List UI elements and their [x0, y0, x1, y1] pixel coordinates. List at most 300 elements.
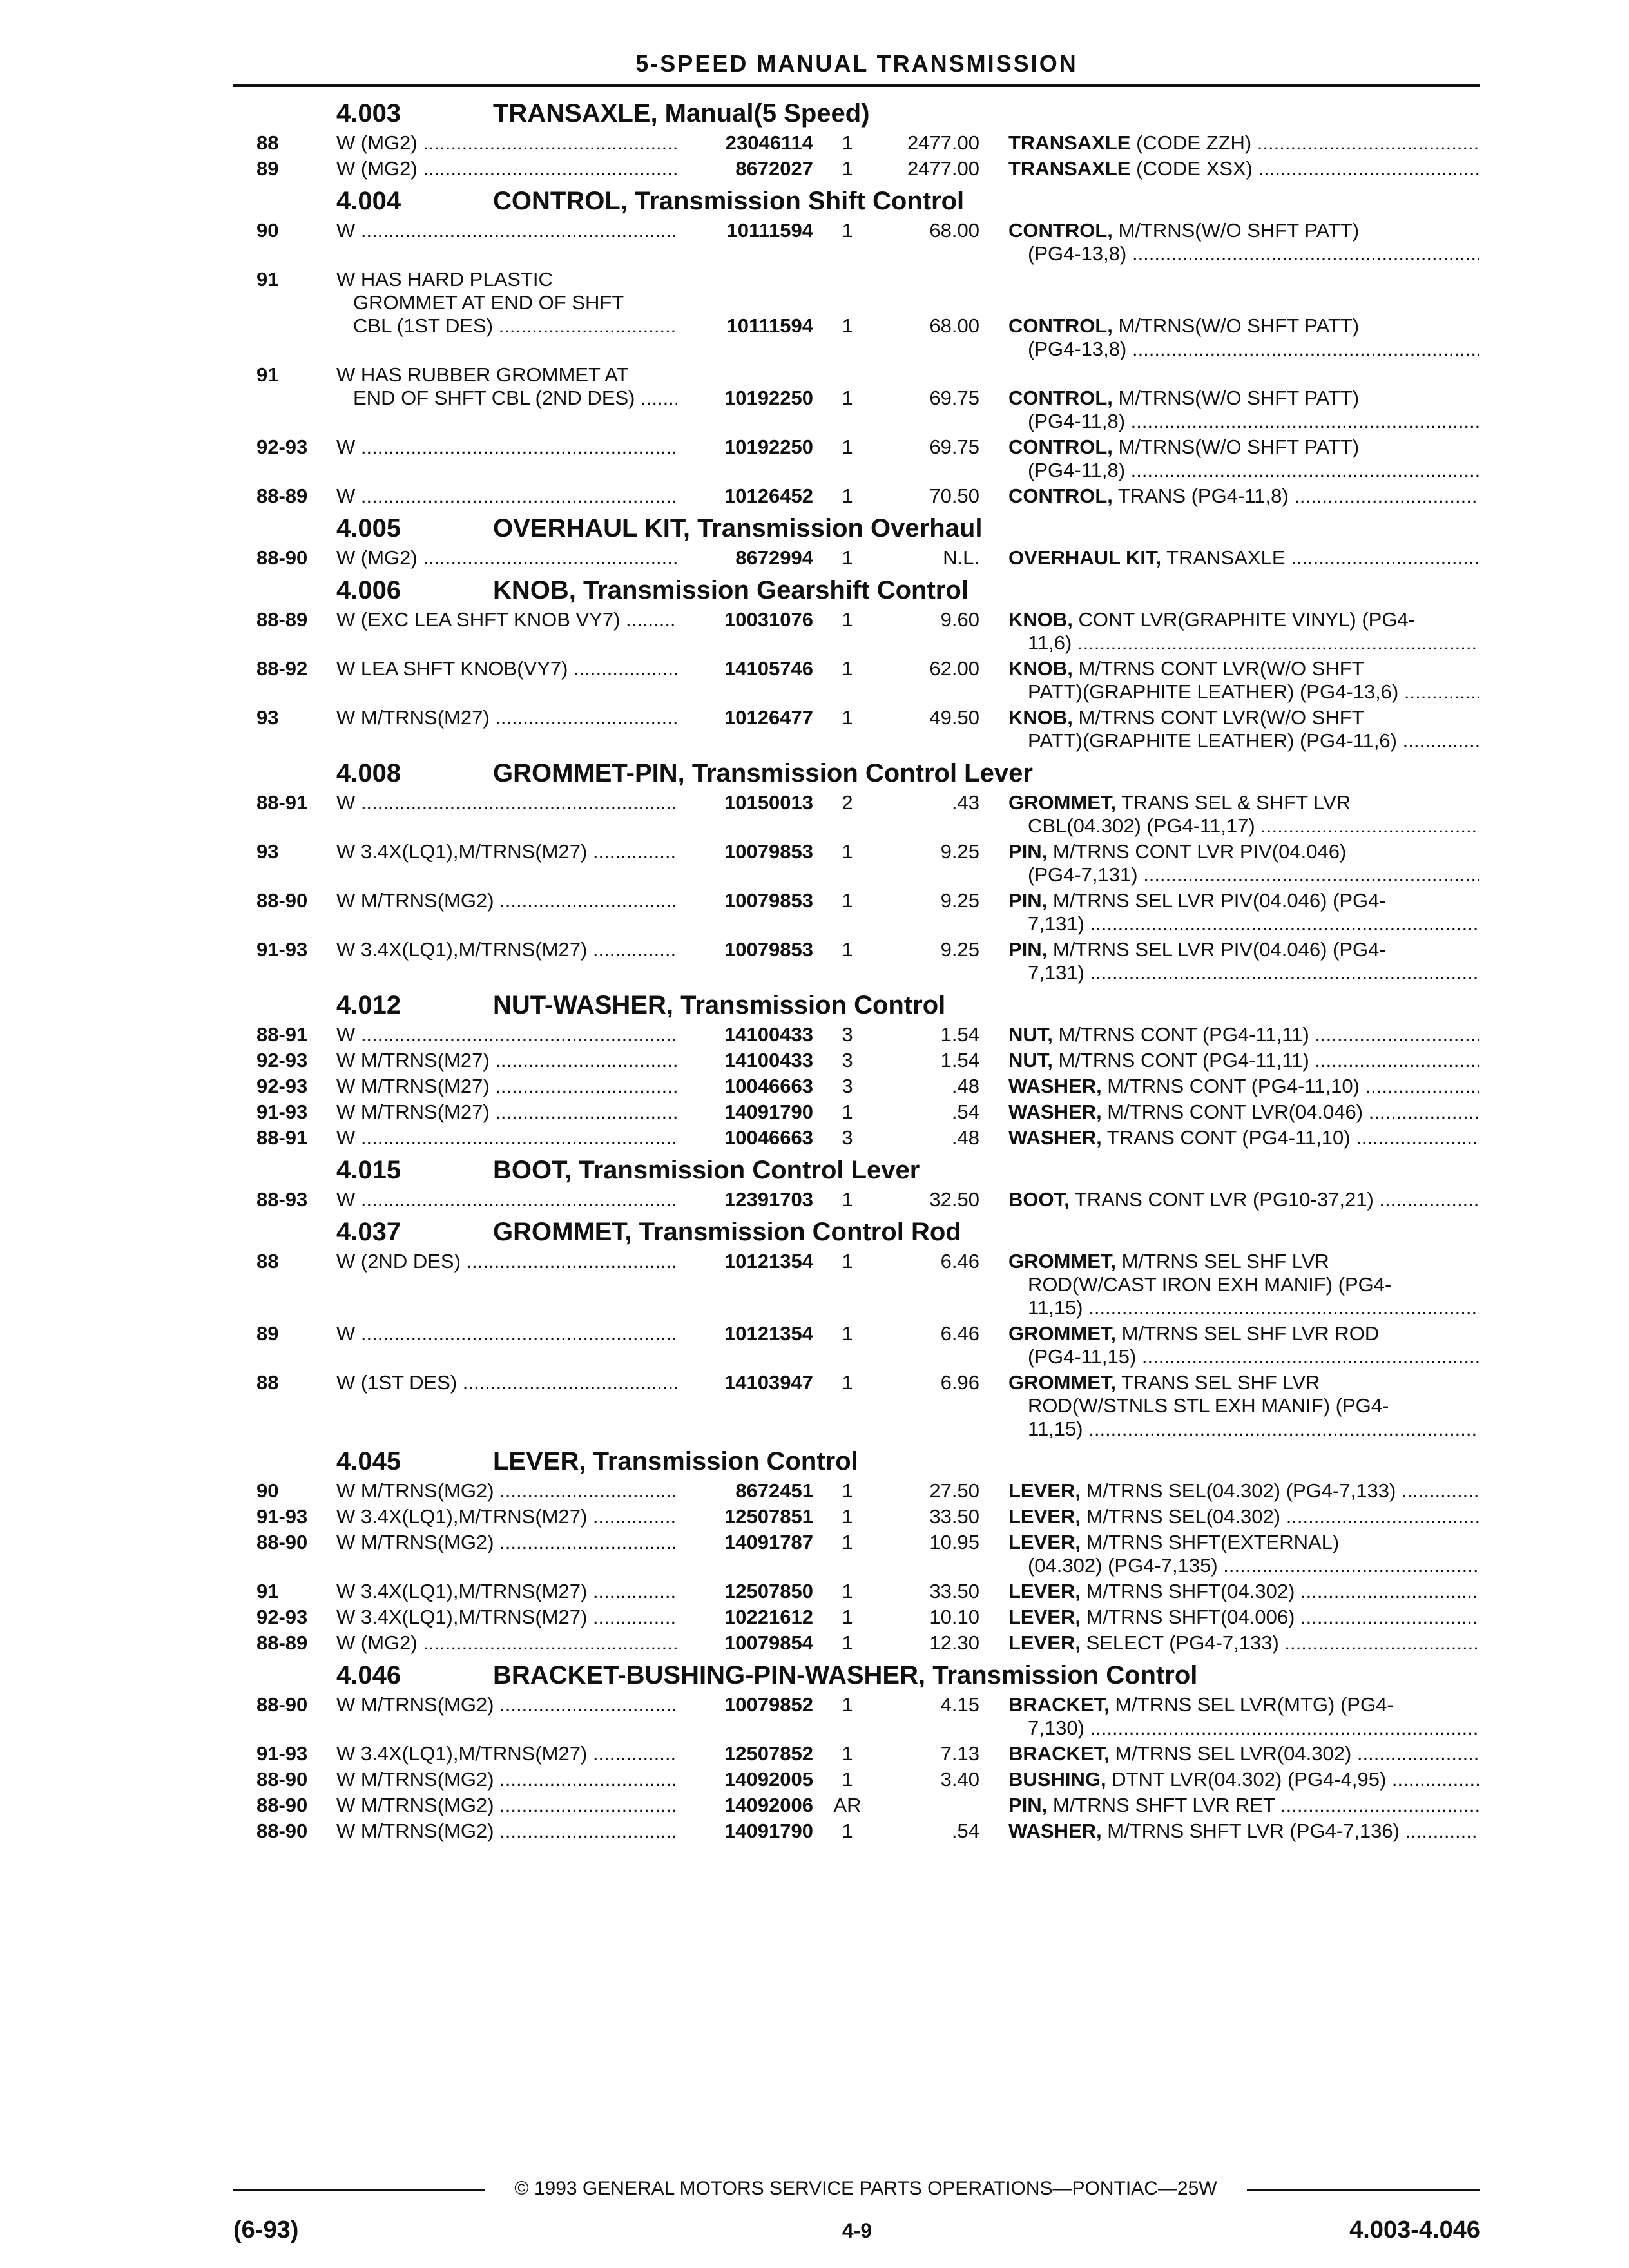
section-number: 4.012 [336, 991, 401, 1019]
part-noun: WASHER, [1008, 1820, 1102, 1842]
part-reference [1008, 485, 1479, 508]
part-noun: PIN, [1008, 840, 1048, 863]
part-noun: WASHER, [1008, 1126, 1102, 1149]
price: 9.25 [940, 840, 979, 863]
part-row [0, 889, 1629, 938]
part-row [0, 1580, 1629, 1606]
part-reference-text: M/TRNS CONT (PG4-11,10) [1101, 1075, 1360, 1097]
price: .48 [951, 1075, 979, 1097]
part-reference [1008, 706, 1479, 729]
usage-description: W M/TRNS(MG2) ..... [336, 1531, 678, 1554]
footer-section-range: 4.003-4.046 [1349, 2216, 1480, 2244]
section-title: BOOT, Transmission Control Lever [493, 1156, 920, 1184]
price: .54 [951, 1820, 979, 1842]
section-number: 4.006 [336, 576, 401, 604]
part-reference-text: M/TRNS SHFT(04.302) [1080, 1580, 1295, 1602]
part-reference-text: M/TRNS(W/O SHFT PATT) [1112, 314, 1360, 337]
part-reference-text: M/TRNS SHFT(04.006) [1080, 1606, 1295, 1628]
usage-description: W (MG2) ..... [336, 1631, 678, 1655]
usage-description: W ..... [336, 1023, 678, 1046]
usage-description: W M/TRNS(MG2) ..... [336, 1693, 678, 1716]
part-reference-text: M/TRNS SHFT(EXTERNAL) [1080, 1531, 1340, 1553]
model-years: 88-89 [256, 485, 308, 507]
part-reference-continuation: ROD(W/CAST IRON EXH MANIF) (PG4- [1028, 1273, 1392, 1296]
part-reference-continuation: ROD(W/STNLS STL EXH MANIF) (PG4- [1028, 1394, 1389, 1417]
usage-description: W (MG2) ..... [336, 157, 678, 180]
quantity: 1 [842, 1479, 853, 1502]
price: 70.50 [929, 485, 979, 507]
section-number: 4.045 [336, 1447, 401, 1475]
usage-description: W M/TRNS(MG2) ..... [336, 1768, 678, 1791]
part-reference-text: TRANS SEL & SHFT LVR [1116, 791, 1351, 814]
part-reference [1008, 157, 1479, 180]
price: 69.75 [929, 387, 979, 409]
quantity: 3 [842, 1023, 853, 1046]
part-row [0, 268, 1629, 363]
part-reference-continuation: 7,130) ..... [1028, 1716, 1479, 1740]
quantity: 1 [842, 938, 853, 961]
section-header [0, 987, 1629, 1023]
part-reference [1008, 1631, 1479, 1655]
part-reference-continuation: (PG4-11,8) ..... [1028, 410, 1479, 433]
quantity: 1 [842, 387, 853, 409]
price: 7.13 [940, 1742, 979, 1765]
part-reference [1008, 1371, 1479, 1394]
model-years: 92-93 [256, 436, 308, 458]
section-header [0, 572, 1629, 608]
model-years: 88-92 [256, 657, 308, 680]
parts-listing [0, 95, 1629, 1845]
part-reference [1008, 1606, 1479, 1629]
part-reference-continuation: 11,15) ..... [1028, 1418, 1479, 1441]
model-years: 88-90 [256, 889, 308, 912]
part-reference-text: TRANS (PG4-11,8) [1112, 485, 1289, 507]
part-row [0, 219, 1629, 268]
price: 62.00 [929, 657, 979, 680]
usage-description: W M/TRNS(MG2) ..... [336, 1820, 678, 1843]
part-reference [1008, 1322, 1479, 1345]
price: .54 [951, 1100, 979, 1123]
part-reference [1008, 1100, 1479, 1124]
section-title: GROMMET-PIN, Transmission Control Lever [493, 759, 1033, 787]
part-reference-text: M/TRNS SEL(04.302) (PG4-7,133) [1080, 1479, 1396, 1502]
quantity: 1 [842, 436, 853, 458]
part-row [0, 363, 1629, 436]
part-number: 10121354 [677, 1250, 813, 1273]
model-years: 88-91 [256, 791, 308, 814]
section-number: 4.005 [336, 514, 401, 543]
section-header [0, 1214, 1629, 1250]
part-number: 10079853 [677, 889, 813, 912]
part-number: 12391703 [677, 1188, 813, 1211]
part-reference [1008, 840, 1479, 863]
usage-description: W HAS RUBBER GROMMET AT [336, 363, 629, 386]
part-reference-text: M/TRNS CONT LVR(W/O SHFT [1072, 657, 1364, 680]
part-reference [1008, 889, 1479, 912]
part-reference-continuation: PATT)(GRAPHITE LEATHER) (PG4-11,6) ..... [1028, 729, 1479, 753]
quantity: 1 [842, 131, 853, 154]
part-number: 10121354 [677, 1322, 813, 1345]
part-row [0, 546, 1629, 572]
usage-description: W 3.4X(LQ1),M/TRNS(M27) ..... [336, 1505, 678, 1528]
usage-description: W ..... [336, 219, 678, 242]
section-title: TRANSAXLE, Manual(5 Speed) [493, 99, 870, 128]
model-years: 92-93 [256, 1075, 308, 1097]
usage-description: W M/TRNS(MG2) ..... [336, 889, 678, 912]
model-years: 88-90 [256, 1693, 308, 1716]
part-reference-continuation: 11,15) ..... [1028, 1296, 1479, 1320]
part-row [0, 1479, 1629, 1505]
quantity: 3 [842, 1049, 853, 1072]
part-row [0, 938, 1629, 987]
part-number: 14091787 [677, 1531, 813, 1554]
part-reference-text: M/TRNS SEL LVR PIV(04.046) (PG4- [1047, 938, 1386, 961]
usage-description: W (1ST DES) ..... [336, 1371, 678, 1394]
part-noun: BUSHING, [1008, 1768, 1106, 1791]
part-reference-continuation: PATT)(GRAPHITE LEATHER) (PG4-13,6) ..... [1028, 680, 1479, 704]
model-years: 91-93 [256, 938, 308, 961]
part-reference-continuation: CBL(04.302) (PG4-11,17) ..... [1028, 814, 1479, 838]
price: 12.30 [929, 1631, 979, 1654]
part-number: 10046663 [677, 1126, 813, 1149]
part-number: 12507851 [677, 1505, 813, 1528]
part-row [0, 1049, 1629, 1075]
part-noun: KNOB, [1008, 657, 1073, 680]
part-reference [1008, 436, 1479, 459]
part-reference-text: M/TRNS SEL SHF LVR ROD [1116, 1322, 1380, 1345]
model-years: 91 [256, 363, 279, 386]
part-number: 14100433 [677, 1023, 813, 1046]
quantity: 1 [842, 1100, 853, 1123]
part-reference-text: TRANS SEL SHF LVR [1116, 1371, 1320, 1394]
usage-description: W M/TRNS(M27) ..... [336, 1075, 678, 1098]
part-reference [1008, 1820, 1479, 1843]
part-reference-text: DTNT LVR(04.302) (PG4-4,95) [1106, 1768, 1387, 1791]
usage-description: W HAS HARD PLASTIC [336, 268, 553, 291]
price: 9.25 [940, 889, 979, 912]
part-number: 8672451 [677, 1479, 813, 1503]
part-noun: LEVER, [1008, 1531, 1081, 1553]
model-years: 91 [256, 268, 279, 291]
price: 9.60 [940, 608, 979, 631]
part-reference [1008, 1250, 1479, 1273]
part-row [0, 1188, 1629, 1214]
model-years: 89 [256, 1322, 279, 1345]
part-row [0, 436, 1629, 485]
part-number: 12507850 [677, 1580, 813, 1603]
quantity: 1 [842, 657, 853, 680]
price: 49.50 [929, 706, 979, 729]
part-noun: PIN, [1008, 938, 1048, 961]
price: 69.75 [929, 436, 979, 458]
part-number: 10111594 [677, 219, 813, 242]
section-number: 4.046 [336, 1661, 401, 1689]
part-reference-text: (CODE ZZH) [1130, 131, 1252, 154]
model-years: 91-93 [256, 1100, 308, 1123]
section-header [0, 510, 1629, 546]
model-years: 90 [256, 1479, 279, 1502]
part-noun: LEVER, [1008, 1479, 1081, 1502]
price: N.L. [943, 546, 979, 569]
part-number: 10079854 [677, 1631, 813, 1655]
price: 3.40 [940, 1768, 979, 1791]
part-noun: TRANSAXLE [1008, 157, 1131, 180]
model-years: 91-93 [256, 1505, 308, 1528]
quantity: 1 [842, 219, 853, 242]
model-years: 92-93 [256, 1606, 308, 1628]
section-header [0, 183, 1629, 219]
model-years: 88 [256, 1371, 279, 1394]
section-header [0, 755, 1629, 791]
usage-description: W 3.4X(LQ1),M/TRNS(M27) ..... [336, 840, 678, 863]
model-years: 88-90 [256, 1531, 308, 1553]
part-noun: CONTROL, [1008, 485, 1113, 507]
price: 32.50 [929, 1188, 979, 1211]
usage-description: W 3.4X(LQ1),M/TRNS(M27) ..... [336, 1606, 678, 1629]
quantity: 1 [842, 485, 853, 507]
quantity: 1 [842, 1531, 853, 1553]
usage-description: W (MG2) ..... [336, 131, 678, 155]
part-number: 10046663 [677, 1075, 813, 1098]
price: 33.50 [929, 1505, 979, 1528]
part-row [0, 485, 1629, 510]
part-row [0, 1768, 1629, 1794]
part-reference-text: M/TRNS(W/O SHFT PATT) [1112, 219, 1360, 242]
part-number: 14100433 [677, 1049, 813, 1072]
part-noun: BRACKET, [1008, 1693, 1110, 1716]
model-years: 93 [256, 706, 279, 729]
section-number: 4.037 [336, 1218, 401, 1246]
usage-description: W LEA SHFT KNOB(VY7) ..... [336, 657, 678, 680]
part-noun: LEVER, [1008, 1631, 1081, 1654]
usage-description: CBL (1ST DES) ..... [353, 314, 695, 338]
section-number: 4.003 [336, 99, 401, 128]
price: .48 [951, 1126, 979, 1149]
part-reference-continuation: 11,6) ..... [1028, 631, 1479, 655]
price: 1.54 [940, 1049, 979, 1072]
price: 68.00 [929, 314, 979, 337]
usage-description: W ..... [336, 485, 678, 508]
quantity: 1 [842, 840, 853, 863]
part-row [0, 1126, 1629, 1152]
part-number: 10192250 [677, 436, 813, 459]
part-number: 14105746 [677, 657, 813, 680]
quantity: 1 [842, 1820, 853, 1842]
price: 6.96 [940, 1371, 979, 1394]
part-number: 10079853 [677, 840, 813, 863]
price: 2477.00 [907, 131, 979, 154]
part-row [0, 131, 1629, 157]
quantity: 1 [842, 314, 853, 337]
section-title: GROMMET, Transmission Control Rod [493, 1218, 961, 1246]
part-reference-text: M/TRNS SEL(04.302) [1080, 1505, 1281, 1528]
part-reference-text: M/TRNS SEL LVR(MTG) (PG4- [1109, 1693, 1394, 1716]
part-reference-text: M/TRNS SHFT LVR RET [1047, 1794, 1275, 1816]
part-reference-continuation: (PG4-7,131) ..... [1028, 863, 1479, 887]
part-reference-text: M/TRNS CONT LVR(04.046) [1101, 1100, 1364, 1123]
usage-description: W 3.4X(LQ1),M/TRNS(M27) ..... [336, 938, 678, 961]
part-number: 10221612 [677, 1606, 813, 1629]
model-years: 91 [256, 1580, 279, 1602]
section-number: 4.015 [336, 1156, 401, 1184]
part-reference-text: M/TRNS SEL SHF LVR [1116, 1250, 1329, 1273]
section-header [0, 1152, 1629, 1188]
usage-description: W M/TRNS(MG2) ..... [336, 1794, 678, 1817]
part-reference-text: CONT LVR(GRAPHITE VINYL) (PG4- [1072, 608, 1415, 631]
part-reference [1008, 1479, 1479, 1503]
quantity: 1 [842, 1505, 853, 1528]
usage-description: W ..... [336, 1126, 678, 1149]
part-reference [1008, 387, 1479, 410]
section-title: NUT-WASHER, Transmission Control [493, 991, 946, 1019]
part-number: 14091790 [677, 1820, 813, 1843]
header-rule [233, 84, 1480, 87]
quantity: 3 [842, 1126, 853, 1149]
part-row [0, 157, 1629, 183]
part-number: 10031076 [677, 608, 813, 631]
usage-description: GROMMET AT END OF SHFT [353, 291, 624, 314]
usage-description: W ..... [336, 1188, 678, 1211]
price: 4.15 [940, 1693, 979, 1716]
usage-description: W 3.4X(LQ1),M/TRNS(M27) ..... [336, 1580, 678, 1603]
part-noun: BOOT, [1008, 1188, 1070, 1211]
section-title: BRACKET-BUSHING-PIN-WASHER, Transmission Control [493, 1661, 1198, 1689]
model-years: 88-90 [256, 546, 308, 569]
part-reference [1008, 1188, 1479, 1211]
part-noun: GROMMET, [1008, 791, 1117, 814]
model-years: 88 [256, 1250, 279, 1273]
part-reference-continuation: (PG4-11,15) ..... [1028, 1345, 1479, 1369]
part-reference-text: M/TRNS SEL LVR(04.302) [1109, 1742, 1352, 1765]
part-reference [1008, 1693, 1479, 1716]
usage-description: END OF SHFT CBL (2ND DES) ..... [353, 387, 695, 410]
part-reference [1008, 1049, 1479, 1072]
price: 33.50 [929, 1580, 979, 1602]
usage-description: W M/TRNS(MG2) ..... [336, 1479, 678, 1503]
part-reference-continuation: 7,131) ..... [1028, 961, 1479, 985]
usage-description: W (MG2) ..... [336, 546, 678, 570]
usage-description: W ..... [336, 436, 678, 459]
price: 2477.00 [907, 157, 979, 180]
model-years: 88-93 [256, 1188, 308, 1211]
part-reference-text: M/TRNS SEL LVR PIV(04.046) (PG4- [1047, 889, 1386, 912]
model-years: 88-90 [256, 1768, 308, 1791]
section-title: CONTROL, Transmission Shift Control [493, 187, 965, 215]
part-row [0, 1371, 1629, 1443]
part-noun: CONTROL, [1008, 387, 1113, 409]
price: 1.54 [940, 1023, 979, 1046]
section-header [0, 1443, 1629, 1479]
part-row [0, 1100, 1629, 1126]
usage-description: W ..... [336, 1322, 678, 1345]
part-noun: KNOB, [1008, 608, 1073, 631]
footer-copyright: © 1993 GENERAL MOTORS SERVICE PARTS OPERATIONS—PONTIAC—25W [514, 2178, 1217, 2199]
part-row [0, 1820, 1629, 1845]
part-reference [1008, 608, 1479, 631]
part-reference-continuation: (PG4-13,8) ..... [1028, 338, 1479, 361]
part-reference-continuation: (PG4-11,8) ..... [1028, 459, 1479, 482]
price: 6.46 [940, 1322, 979, 1345]
part-row [0, 1322, 1629, 1371]
quantity: 1 [842, 1631, 853, 1654]
quantity: 3 [842, 1075, 853, 1097]
model-years: 91-93 [256, 1742, 308, 1765]
part-reference-text: (CODE XSX) [1130, 157, 1253, 180]
part-row [0, 608, 1629, 657]
part-noun: WASHER, [1008, 1100, 1102, 1123]
price: 27.50 [929, 1479, 979, 1502]
part-noun: LEVER, [1008, 1606, 1081, 1628]
quantity: 1 [842, 1693, 853, 1716]
usage-description: W M/TRNS(M27) ..... [336, 1100, 678, 1124]
usage-description: W ..... [336, 791, 678, 814]
model-years: 92-93 [256, 1049, 308, 1072]
model-years: 88-90 [256, 1820, 308, 1842]
part-noun: NUT, [1008, 1023, 1053, 1046]
part-noun: PIN, [1008, 1794, 1048, 1816]
part-row [0, 1693, 1629, 1742]
part-row [0, 1023, 1629, 1049]
quantity: 1 [842, 706, 853, 729]
part-number: 10126477 [677, 706, 813, 729]
part-row [0, 657, 1629, 706]
usage-description: W 3.4X(LQ1),M/TRNS(M27) ..... [336, 1742, 678, 1765]
part-row [0, 706, 1629, 755]
part-number: 14103947 [677, 1371, 813, 1394]
part-noun: BRACKET, [1008, 1742, 1110, 1765]
part-reference [1008, 1794, 1479, 1817]
model-years: 88-91 [256, 1126, 308, 1149]
quantity: 1 [842, 157, 853, 180]
part-row [0, 791, 1629, 840]
model-years: 88-89 [256, 1631, 308, 1654]
model-years: 89 [256, 157, 279, 180]
part-noun: LEVER, [1008, 1505, 1081, 1528]
model-years: 90 [256, 219, 279, 242]
part-number: 10079852 [677, 1693, 813, 1716]
model-years: 88 [256, 131, 279, 154]
model-years: 88-89 [256, 608, 308, 631]
part-row [0, 1606, 1629, 1631]
price: 9.25 [940, 938, 979, 961]
quantity: 1 [842, 1742, 853, 1765]
model-years: 88-91 [256, 1023, 308, 1046]
part-reference-continuation: (PG4-13,8) ..... [1028, 242, 1479, 265]
part-reference [1008, 657, 1479, 680]
section-header [0, 95, 1629, 131]
part-reference-text: M/TRNS CONT (PG4-11,11) [1052, 1023, 1309, 1046]
section-title: KNOB, Transmission Gearshift Control [493, 576, 969, 604]
part-reference [1008, 1768, 1479, 1791]
part-row [0, 1794, 1629, 1820]
part-reference [1008, 1505, 1479, 1528]
quantity: 1 [842, 1371, 853, 1394]
part-reference-text: M/TRNS SHFT LVR (PG4-7,136) [1101, 1820, 1400, 1842]
model-years: 88-90 [256, 1794, 308, 1816]
quantity: 1 [842, 546, 853, 569]
price: 10.10 [929, 1606, 979, 1628]
quantity: 1 [842, 1250, 853, 1273]
quantity: 2 [842, 791, 853, 814]
part-reference [1008, 1580, 1479, 1603]
part-reference-text: M/TRNS(W/O SHFT PATT) [1112, 436, 1360, 458]
price: 6.46 [940, 1250, 979, 1273]
part-number: 10192250 [677, 387, 813, 410]
page-header-title: 5-SPEED MANUAL TRANSMISSION [635, 50, 1078, 77]
part-reference [1008, 546, 1479, 570]
part-number: 14092006 [677, 1794, 813, 1817]
section-header [0, 1657, 1629, 1693]
